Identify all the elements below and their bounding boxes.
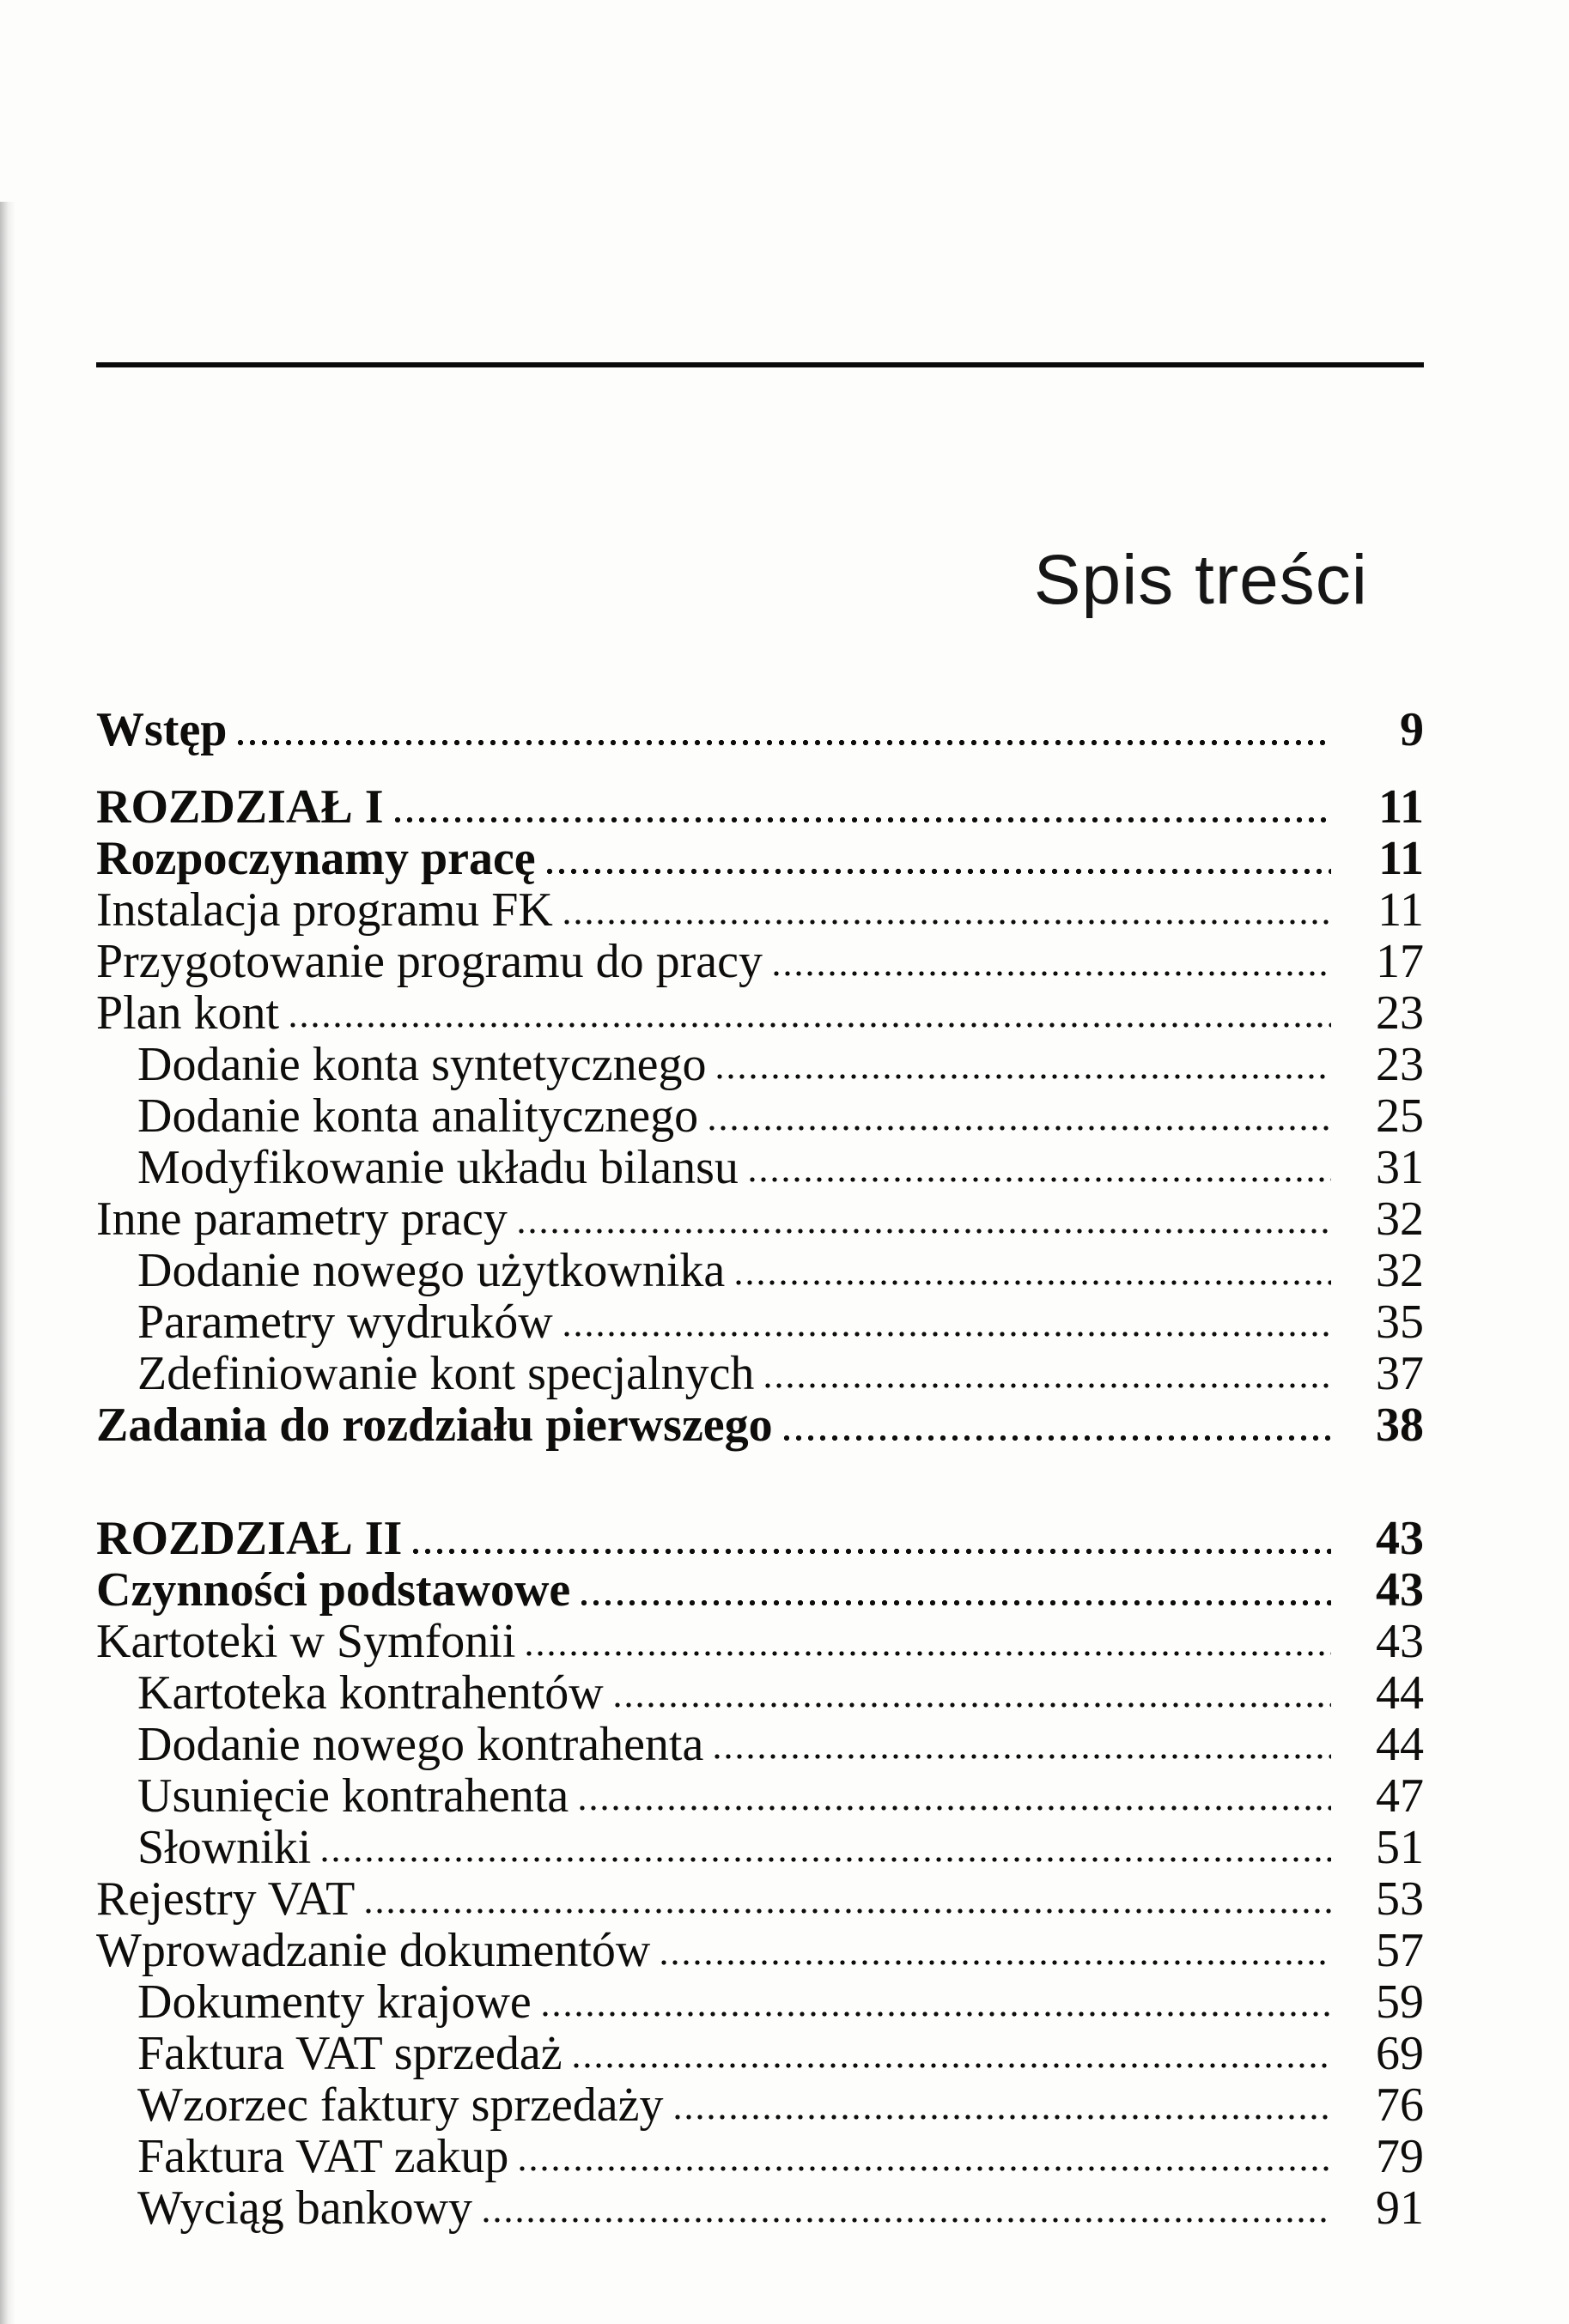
dotted-leader — [573, 2060, 1331, 2071]
toc-entry — [96, 1616, 1424, 1667]
toc-entry-page-number: 44 — [1376, 1718, 1424, 1771]
toc-entry-label: Słowniki — [137, 1821, 312, 1874]
toc-entry-page-number: 11 — [1378, 832, 1424, 885]
toc-entry-label: Parametry wydruków — [137, 1295, 553, 1349]
dotted-leader — [773, 968, 1331, 979]
toc-entry-label: Wprowadzanie dokumentów — [96, 1924, 651, 1977]
toc-entry — [96, 1976, 1424, 2028]
toc-entry-page-number: 25 — [1376, 1089, 1424, 1143]
toc-entry — [96, 1873, 1424, 1925]
toc-entry-page-number: 51 — [1376, 1821, 1424, 1874]
dotted-leader — [581, 1597, 1331, 1608]
dotted-leader — [526, 1647, 1331, 1659]
toc-entry-page-number: 59 — [1376, 1975, 1424, 2029]
toc-entry — [96, 2131, 1424, 2182]
toc-entry-label: Wstęp — [96, 703, 228, 756]
toc-entry-page-number: 43 — [1376, 1615, 1424, 1668]
toc-entry — [96, 1564, 1424, 1616]
toc-entry — [96, 1399, 1424, 1451]
toc-entry — [96, 704, 1424, 755]
dotted-leader — [542, 2008, 1331, 2019]
toc-entry-label: Modyfikowanie układu bilansu — [137, 1141, 739, 1194]
dotted-leader — [563, 916, 1331, 927]
toc-entry-page-number: 79 — [1376, 2130, 1424, 2183]
toc-entry-page-number: 69 — [1376, 2027, 1424, 2080]
toc-entry-label: ROZDZIAŁ I — [96, 780, 384, 834]
toc-entry — [96, 1925, 1424, 1976]
toc-entry — [96, 833, 1424, 884]
toc-entry — [96, 2182, 1424, 2234]
dotted-leader — [237, 737, 1331, 748]
toc-entry-page-number: 11 — [1378, 780, 1424, 834]
dotted-leader — [660, 1957, 1331, 1968]
dotted-leader — [563, 1328, 1331, 1339]
toc-entry-label: Plan kont — [96, 986, 280, 1040]
toc-entry-page-number: 17 — [1376, 935, 1424, 988]
toc-entry-page-number: 31 — [1376, 1141, 1424, 1194]
toc-entry — [96, 1822, 1424, 1873]
toc-entry-page-number: 23 — [1376, 986, 1424, 1040]
toc-entry-page-number: 43 — [1376, 1512, 1424, 1565]
dotted-leader — [749, 1174, 1331, 1185]
table-of-contents — [96, 704, 1424, 2234]
toc-entry-label: Inne parametry pracy — [96, 1192, 508, 1246]
dotted-leader — [519, 2163, 1331, 2174]
toc-entry-label: Dodanie konta analitycznego — [137, 1089, 699, 1143]
toc-entry — [96, 936, 1424, 987]
toc-entry — [96, 2028, 1424, 2079]
toc-entry-page-number: 91 — [1376, 2181, 1424, 2235]
toc-entry-label: Dodanie konta syntetycznego — [137, 1038, 707, 1091]
dotted-leader — [321, 1854, 1331, 1865]
toc-entry — [96, 987, 1424, 1039]
toc-entry — [96, 781, 1424, 833]
toc-entry-page-number: 11 — [1377, 883, 1424, 937]
toc-entry — [96, 1193, 1424, 1245]
dotted-leader — [365, 1905, 1331, 1916]
dotted-leader — [483, 2214, 1331, 2225]
toc-entry-page-number: 32 — [1376, 1192, 1424, 1246]
toc-entry — [96, 1142, 1424, 1193]
toc-entry-page-number: 44 — [1376, 1666, 1424, 1720]
toc-entry-label: Wzorzec faktury sprzedaży — [137, 2078, 664, 2132]
toc-entry — [96, 1513, 1424, 1564]
toc-entry-page-number: 43 — [1376, 1563, 1424, 1617]
toc-entry — [96, 1296, 1424, 1348]
dotted-leader — [714, 1751, 1331, 1762]
toc-entry-page-number: 47 — [1376, 1769, 1424, 1823]
toc-entry — [96, 1039, 1424, 1090]
toc-entry-page-number: 9 — [1400, 703, 1424, 756]
toc-entry — [96, 884, 1424, 936]
dotted-leader — [289, 1019, 1331, 1030]
header-rule — [96, 362, 1424, 367]
toc-entry-page-number: 35 — [1376, 1295, 1424, 1349]
toc-entry — [96, 1667, 1424, 1719]
dotted-leader — [716, 1071, 1331, 1082]
toc-entry-label: Dokumenty krajowe — [137, 1975, 532, 2029]
toc-entry-label: Dodanie nowego kontrahenta — [137, 1718, 704, 1771]
dotted-leader — [764, 1380, 1331, 1391]
toc-entry — [96, 1719, 1424, 1770]
toc-entry-page-number: 32 — [1376, 1244, 1424, 1297]
dotted-leader — [708, 1122, 1331, 1133]
toc-entry-label: Przygotowanie programu do pracy — [96, 935, 763, 988]
dotted-leader — [674, 2111, 1332, 2122]
toc-entry-label: Dodanie nowego użytkownika — [137, 1244, 726, 1297]
dotted-leader — [735, 1277, 1331, 1288]
toc-entry-label: Faktura VAT zakup — [137, 2130, 509, 2183]
dotted-leader — [579, 1802, 1331, 1813]
scan-edge-shadow — [0, 202, 15, 2324]
toc-entry-page-number: 38 — [1376, 1399, 1424, 1452]
toc-entry-page-number: 76 — [1376, 2078, 1424, 2132]
toc-entry — [96, 2079, 1424, 2131]
toc-entry-label: Zadania do rozdziału pierwszego — [96, 1399, 773, 1452]
dotted-leader — [412, 1545, 1331, 1556]
toc-entry-label: Kartoteki w Symfonii — [96, 1615, 516, 1668]
toc-entry-page-number: 37 — [1376, 1347, 1424, 1400]
toc-entry — [96, 1770, 1424, 1822]
toc-entry-page-number: 23 — [1376, 1038, 1424, 1091]
toc-entry-label: Rozpoczynamy pracę — [96, 832, 536, 885]
toc-entry-label: Usunięcie kontrahenta — [137, 1769, 569, 1823]
toc-entry-page-number: 57 — [1376, 1924, 1424, 1977]
toc-entry — [96, 1348, 1424, 1399]
toc-entry-label: Kartoteka kontrahentów — [137, 1666, 604, 1720]
toc-entry-label: Rejestry VAT — [96, 1872, 356, 1926]
toc-entry-label: Wyciąg bankowy — [137, 2181, 473, 2235]
toc-entry-label: ROZDZIAŁ II — [96, 1512, 403, 1565]
toc-entry — [96, 1245, 1424, 1296]
toc-entry-label: Faktura VAT sprzedaż — [137, 2027, 563, 2080]
page-title: Spis treści — [1033, 541, 1368, 619]
toc-entry — [96, 1090, 1424, 1142]
dotted-leader — [614, 1699, 1331, 1710]
toc-entry-label: Zdefiniowanie kont specjalnych — [137, 1347, 755, 1400]
dotted-leader — [546, 865, 1331, 877]
dotted-leader — [394, 814, 1331, 825]
toc-entry-page-number: 53 — [1376, 1872, 1424, 1926]
toc-entry-label: Czynności podstawowe — [96, 1563, 571, 1617]
toc-entry-label: Instalacja programu FK — [96, 883, 553, 937]
dotted-leader — [518, 1225, 1331, 1236]
dotted-leader — [783, 1432, 1331, 1443]
